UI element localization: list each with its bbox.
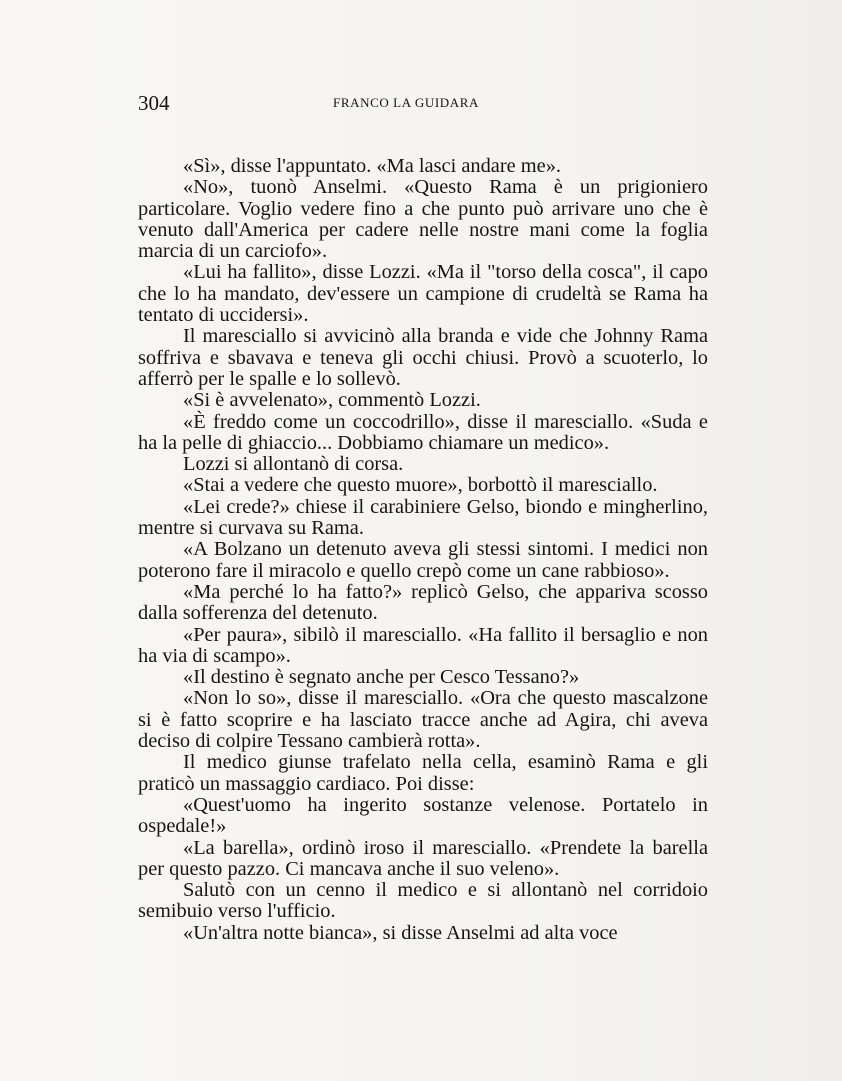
page-number: 304 [138, 91, 170, 115]
paragraph: «È freddo come un coccodrillo», disse il maresciallo. «Suda e ha la pelle di ghiaccio... Dobbiamo chiamare un medico». [138, 410, 708, 454]
paragraph: «Non lo so», disse il maresciallo. «Ora che questo mascalzone si è fatto scoprire e ha lasciato tracce anche ad Agira, chi aveva deciso di colpire Tessano cambierà rotta». [138, 687, 708, 753]
paragraph: «Lei crede?» chiese il carabiniere Gelso, biondo e mingherlino, mentre si curvava su Rama. [138, 495, 708, 540]
paragraph: «Il destino è segnato anche per Cesco Tessano?» [183, 666, 580, 689]
paragraph: «Lui ha fallito», disse Lozzi. «Ma il "torso della cosca", il capo che lo ha mandato, dev'essere un campione di crudeltà se Rama ha tentato di uccidersi». [138, 261, 708, 327]
body-text [138, 156, 708, 944]
paragraph: «Per paura», sibilò il maresciallo. «Ha fallito il bersaglio e non ha via di scampo». [138, 623, 708, 667]
paragraph: «No», tuonò Anselmi. «Questo Rama è un prigioniero particolare. Voglio vedere fino a che punto può arrivare uno che è venuto dall'America per cadere nelle nostre mani come la foglia marcia di un carciofo». [138, 176, 708, 263]
paragraph: Il medico giunse trafelato nella cella, esaminò Rama e gli praticò un massaggio cardiaco. Poi disse: [138, 751, 708, 795]
paragraph: «La barella», ordinò iroso il maresciallo. «Prendete la barella per questo pazzo. Ci mancava anche il suo veleno». [138, 836, 708, 880]
page-header [138, 91, 708, 117]
paragraph: «Sì», disse l'appuntato. «Ma lasci andare me». [183, 155, 561, 177]
paragraph: «Si è avvelenato», commentò Lozzi. [183, 389, 481, 412]
paragraph: Il maresciallo si avvicinò alla branda e vide che Johnny Rama soffriva e sbavava e teneva gli occhi chiusi. Provò a scuoterlo, lo afferrò per le spalle e lo sollevò. [138, 325, 708, 390]
paragraph: Salutò con un cenno il medico e si allontanò nel corridoio semibuio verso l'ufficio. [138, 879, 708, 923]
paragraph: «A Bolzano un detenuto aveva gli stessi sintomi. I medici non poterono fare il miracolo e quello crepò come un cane rabbioso». [138, 538, 708, 582]
paragraph: «Stai a vedere che questo muore», borbottò il maresciallo. [183, 474, 658, 497]
paragraph: Lozzi si allontanò di corsa. [183, 453, 404, 476]
paragraph: «Quest'uomo ha ingerito sostanze velenose. Portatelo in ospedale!» [138, 793, 708, 838]
running-head: FRANCO LA GUIDARA [333, 95, 479, 110]
paragraph: «Un'altra notte bianca», si disse Anselmi ad alta voce [183, 921, 618, 944]
paragraph: «Ma perché lo ha fatto?» replicò Gelso, che appariva scosso dalla sofferenza del detenuto. [138, 580, 708, 625]
